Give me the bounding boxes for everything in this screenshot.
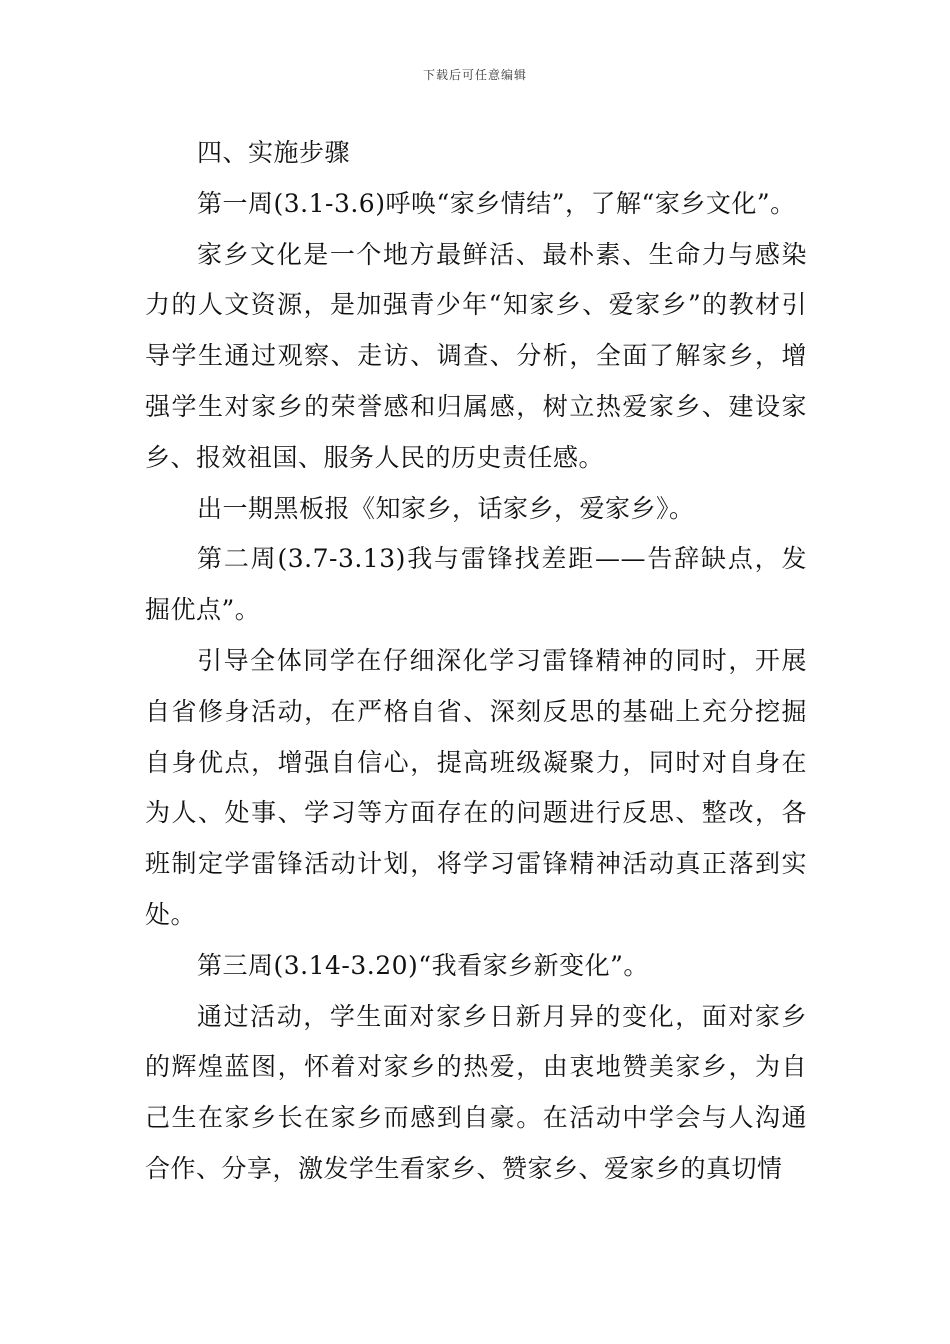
week-three-heading: 第三周(3.14-3.20)“我看家乡新变化”。 xyxy=(197,950,649,980)
document-body xyxy=(145,128,807,1195)
header-note: 下载后可任意编辑 xyxy=(422,68,527,82)
week-one-heading: 第一周(3.1-3.6)呼唤“家乡情结”，了解“家乡文化”。 xyxy=(197,188,796,218)
week-three-paragraph: 通过活动，学生面对家乡日新月异的变化，面对家乡的辉煌蓝图，怀着对家乡的热爱，由衷地赞美家乡，为自己生在家乡长在家乡而感到自豪。在活动中学会与人沟通合作、分享，激发学生看家乡、赞家乡、爱家乡的真切情 xyxy=(145,1001,807,1183)
section-heading: 四、实施步骤 xyxy=(197,138,351,167)
week-two-heading: 第二周(3.7-3.13)我与雷锋找差距——告辞缺点，发掘优点”。 xyxy=(145,544,807,625)
week-two-paragraph: 引导全体同学在仔细深化学习雷锋精神的同时，开展自省修身活动，在严格自省、深刻反思的基础上充分挖掘自身优点，增强自信心，提高班级凝聚力，同时对自身在为人、处事、学习等方面存在的问题进行反思、整改，各班制定学雷锋活动计划，将学习雷锋精神活动真正落到实处。 xyxy=(145,645,807,929)
blackboard-paragraph: 出一期黑板报《知家乡，话家乡，爱家乡》。 xyxy=(197,493,695,523)
week-one-paragraph: 家乡文化是一个地方最鲜活、最朴素、生命力与感染力的人文资源，是加强青少年“知家乡、爱家乡”的教材引导学生通过观察、走访、调查、分析，全面了解家乡，增强学生对家乡的荣誉感和归属感，树立热爱家乡、建设家乡、报效祖国、服务人民的历史责任感。 xyxy=(145,239,807,472)
